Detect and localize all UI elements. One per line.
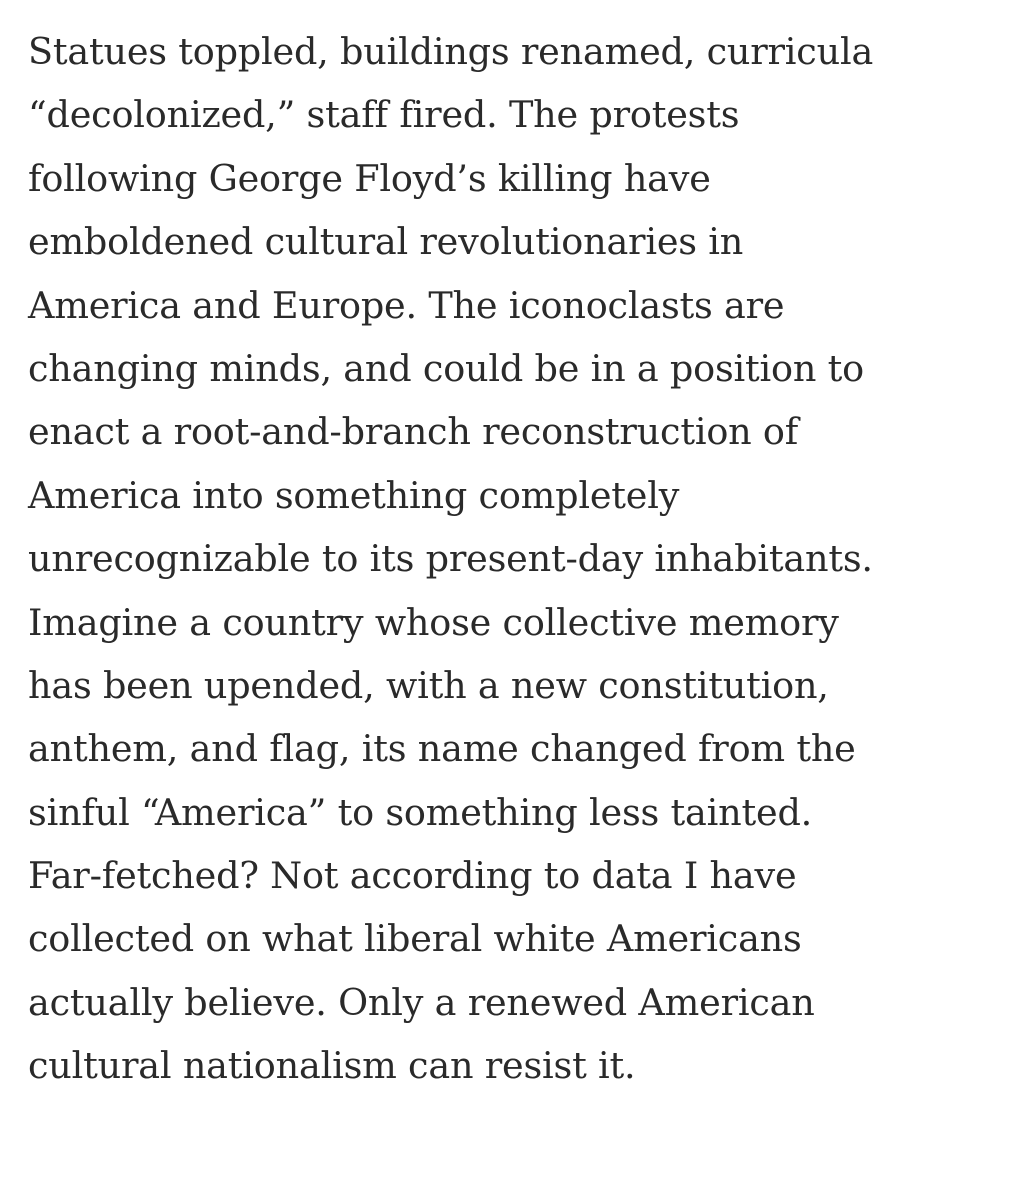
paragraph-line: America and Europe. The iconoclasts are [28,283,785,327]
paragraph-line: America into something completely [28,473,680,517]
paragraph-line: unrecognizable to its present-day inhabitants. [28,537,873,581]
paragraph-line: Statues toppled, buildings renamed, curricula [28,30,874,73]
paragraph-line: Imagine a country whose collective memory [28,600,839,644]
paragraph-line: changing minds, and could be in a position to [28,346,864,390]
paragraph-line: following George Floyd’s killing have [28,156,711,200]
paragraph-line: enact a root-and-branch reconstruction of [28,410,799,454]
paragraph-line: actually believe. Only a renewed American [28,980,815,1024]
paragraph-line: Far-fetched? Not according to data I have [28,854,797,898]
paragraph-line: collected on what liberal white Americans [28,917,802,961]
paragraph-line: has been upended, with a new constitution, [28,663,829,707]
article-paragraph [28,20,1018,1098]
paragraph-line: anthem, and flag, its name changed from the [28,727,856,771]
paragraph-line: “decolonized,” staff fired. The protests [28,93,740,137]
paragraph-line: emboldened cultural revolutionaries in [28,220,744,264]
paragraph-line: cultural nationalism can resist it. [28,1044,636,1088]
paragraph-line: sinful “America” to something less tainted. [28,790,813,834]
